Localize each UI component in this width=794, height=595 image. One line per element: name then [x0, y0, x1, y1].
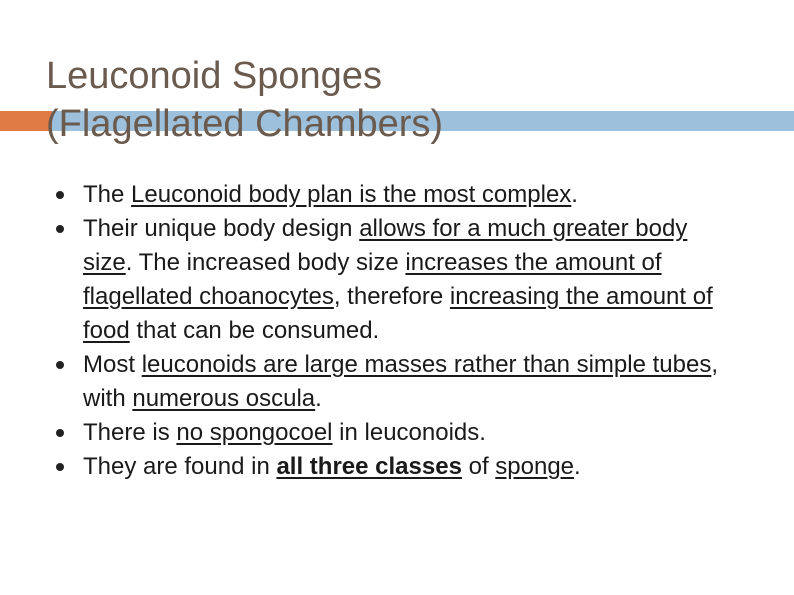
- bullet-emphasis-text: all three classes: [276, 453, 462, 480]
- slide-title: [46, 52, 443, 148]
- bullet-dot-icon: [56, 429, 64, 437]
- bullet-emphasis-text: no spongocoel: [176, 419, 333, 446]
- bullet-text: that can be consumed.: [129, 317, 380, 344]
- bullet-text: , therefore: [333, 283, 450, 310]
- bullet-item: [0, 348, 794, 416]
- bullet-text: Their unique body design: [83, 215, 360, 242]
- bullet-text: Most: [83, 351, 142, 378]
- bullet-emphasis-text: allows for a much greater body size: [83, 215, 688, 276]
- bullet-item: [0, 450, 794, 484]
- bullet-text: There is: [83, 419, 177, 446]
- bullet-text: of: [461, 453, 496, 480]
- bullet-item: [0, 178, 794, 212]
- bullet-text: .: [315, 385, 322, 412]
- bullet-dot-icon: [56, 225, 64, 233]
- bullet-emphasis-text: numerous oscula: [132, 385, 316, 412]
- bullet-dot-icon: [56, 191, 64, 199]
- bullet-text: .: [571, 181, 578, 208]
- bullet-text: They are found in: [83, 453, 277, 480]
- bullet-text: . The increased body size: [125, 249, 406, 276]
- bullet-text: , with: [83, 351, 718, 412]
- slide-title-line-2: (Flagellated Chambers): [46, 103, 444, 145]
- bullet-dot-icon: [56, 463, 64, 471]
- bullet-emphasis-text: Leuconoid body plan is the most complex: [131, 181, 572, 208]
- accent-bar-orange: [0, 111, 52, 131]
- bullet-text: .: [574, 453, 581, 480]
- bullet-dot-icon: [56, 361, 64, 369]
- bullet-emphasis-text: sponge: [495, 453, 575, 480]
- bullet-emphasis-text: increasing the amount of food: [83, 283, 713, 344]
- bullet-item: [0, 212, 794, 348]
- slide-title-line-1: Leuconoid Sponges: [46, 55, 382, 97]
- bullet-emphasis-text: leuconoids are large masses rather than simple tubes: [141, 351, 712, 378]
- bullet-emphasis-text: increases the amount of flagellated choanocytes: [83, 249, 662, 310]
- bullet-list: [0, 178, 794, 484]
- bullet-text: in leuconoids.: [332, 419, 486, 446]
- bullet-item: [0, 416, 794, 450]
- bullet-text: The: [83, 181, 132, 208]
